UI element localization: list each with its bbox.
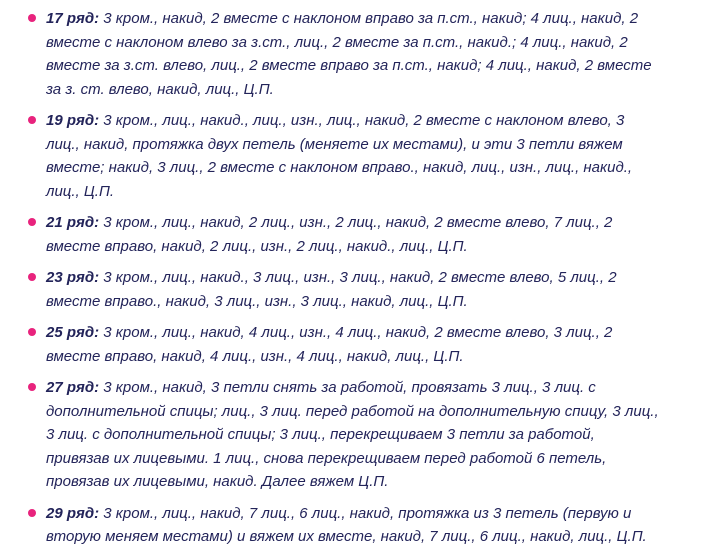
- row-text: 3 кром., лиц., накид, 7 лиц., 6 лиц., накид, протяжка из 3 петель (первую и вторую меняем местами) и вяжем их вместе, накид, 7 лиц., 6 лиц., накид, лиц., Ц.П.: [46, 504, 647, 545]
- row-label: 19 ряд:: [46, 112, 100, 129]
- row-label: 23 ряд:: [46, 269, 100, 286]
- row-text: 3 кром., лиц., накид., лиц., изн., лиц., накид, 2 вместе с наклоном влево, 3 лиц., накид, протяжка двух петель (меняете их местами), и эти 3 петли вяжем вместе; накид, 3 лиц., 2 вместе с наклоном вправо., накид, лиц., изн., лиц., накид., лиц., Ц.П.: [46, 112, 633, 200]
- instruction-row-29: [0, 502, 721, 549]
- bullet-icon: [28, 14, 36, 22]
- row-text: 3 кром., накид, 2 вместе с наклоном вправо за п.ст., накид; 4 лиц., накид, 2 вместе с наклоном влево за з.ст., лиц., 2 вместе за п.ст., накид.; 4 лиц., накид, 2 вместе за з.ст. влево, лиц., 2 вместе вправо за п.ст., накид; 4 лиц., накид, 2 вместе за з. ст. влево, накид, лиц., Ц.П.: [46, 10, 652, 98]
- instruction-row-19: [0, 109, 721, 203]
- instruction-row-23: [0, 266, 721, 313]
- bullet-icon: [28, 273, 36, 281]
- row-text: 3 кром., лиц., накид, 4 лиц., изн., 4 лиц., накид, 2 вместе влево, 3 лиц., 2 вместе вправо, накид, 4 лиц., изн., 4 лиц., накид, лиц., Ц.П.: [46, 324, 613, 365]
- row-text: 3 кром., накид, 3 петли снять за работой, провязать 3 лиц., 3 лиц. с дополнительной спицы; лиц., 3 лиц. перед работой на дополнительную спицу, 3 лиц., 3 лиц. с дополнительной спицы; 3 лиц., перекрещиваем 3 петли за работой, привязав их лицевыми. 1 лиц., снова перекрещиваем перед работой 6 петель, провязав их лицевыми, накид. Далее вяжем Ц.П.: [46, 379, 659, 490]
- bullet-icon: [28, 218, 36, 226]
- row-label: 25 ряд:: [46, 324, 100, 341]
- instruction-row-27: [0, 376, 721, 494]
- row-label: 21 ряд:: [46, 214, 100, 231]
- row-text: 3 кром., лиц., накид, 2 лиц., изн., 2 лиц., накид, 2 вместе влево, 7 лиц., 2 вместе вправо, накид, 2 лиц., изн., 2 лиц., накид., лиц., Ц.П.: [46, 214, 613, 255]
- bullet-icon: [28, 116, 36, 124]
- bullet-icon: [28, 328, 36, 336]
- knitting-instructions-list: [0, 7, 721, 557]
- bullet-icon: [28, 509, 36, 517]
- instruction-row-17: [0, 7, 721, 101]
- row-label: 17 ряд:: [46, 10, 100, 27]
- instruction-row-25: [0, 321, 721, 368]
- row-text: 3 кром., лиц., накид., 3 лиц., изн., 3 лиц., накид, 2 вместе влево, 5 лиц., 2 вместе вправо., накид, 3 лиц., изн., 3 лиц., накид, лиц., Ц.П.: [46, 269, 617, 310]
- instruction-row-21: [0, 211, 721, 258]
- row-label: 29 ряд:: [46, 504, 100, 522]
- bullet-icon: [28, 383, 36, 391]
- row-label: 27 ряд:: [46, 379, 100, 396]
